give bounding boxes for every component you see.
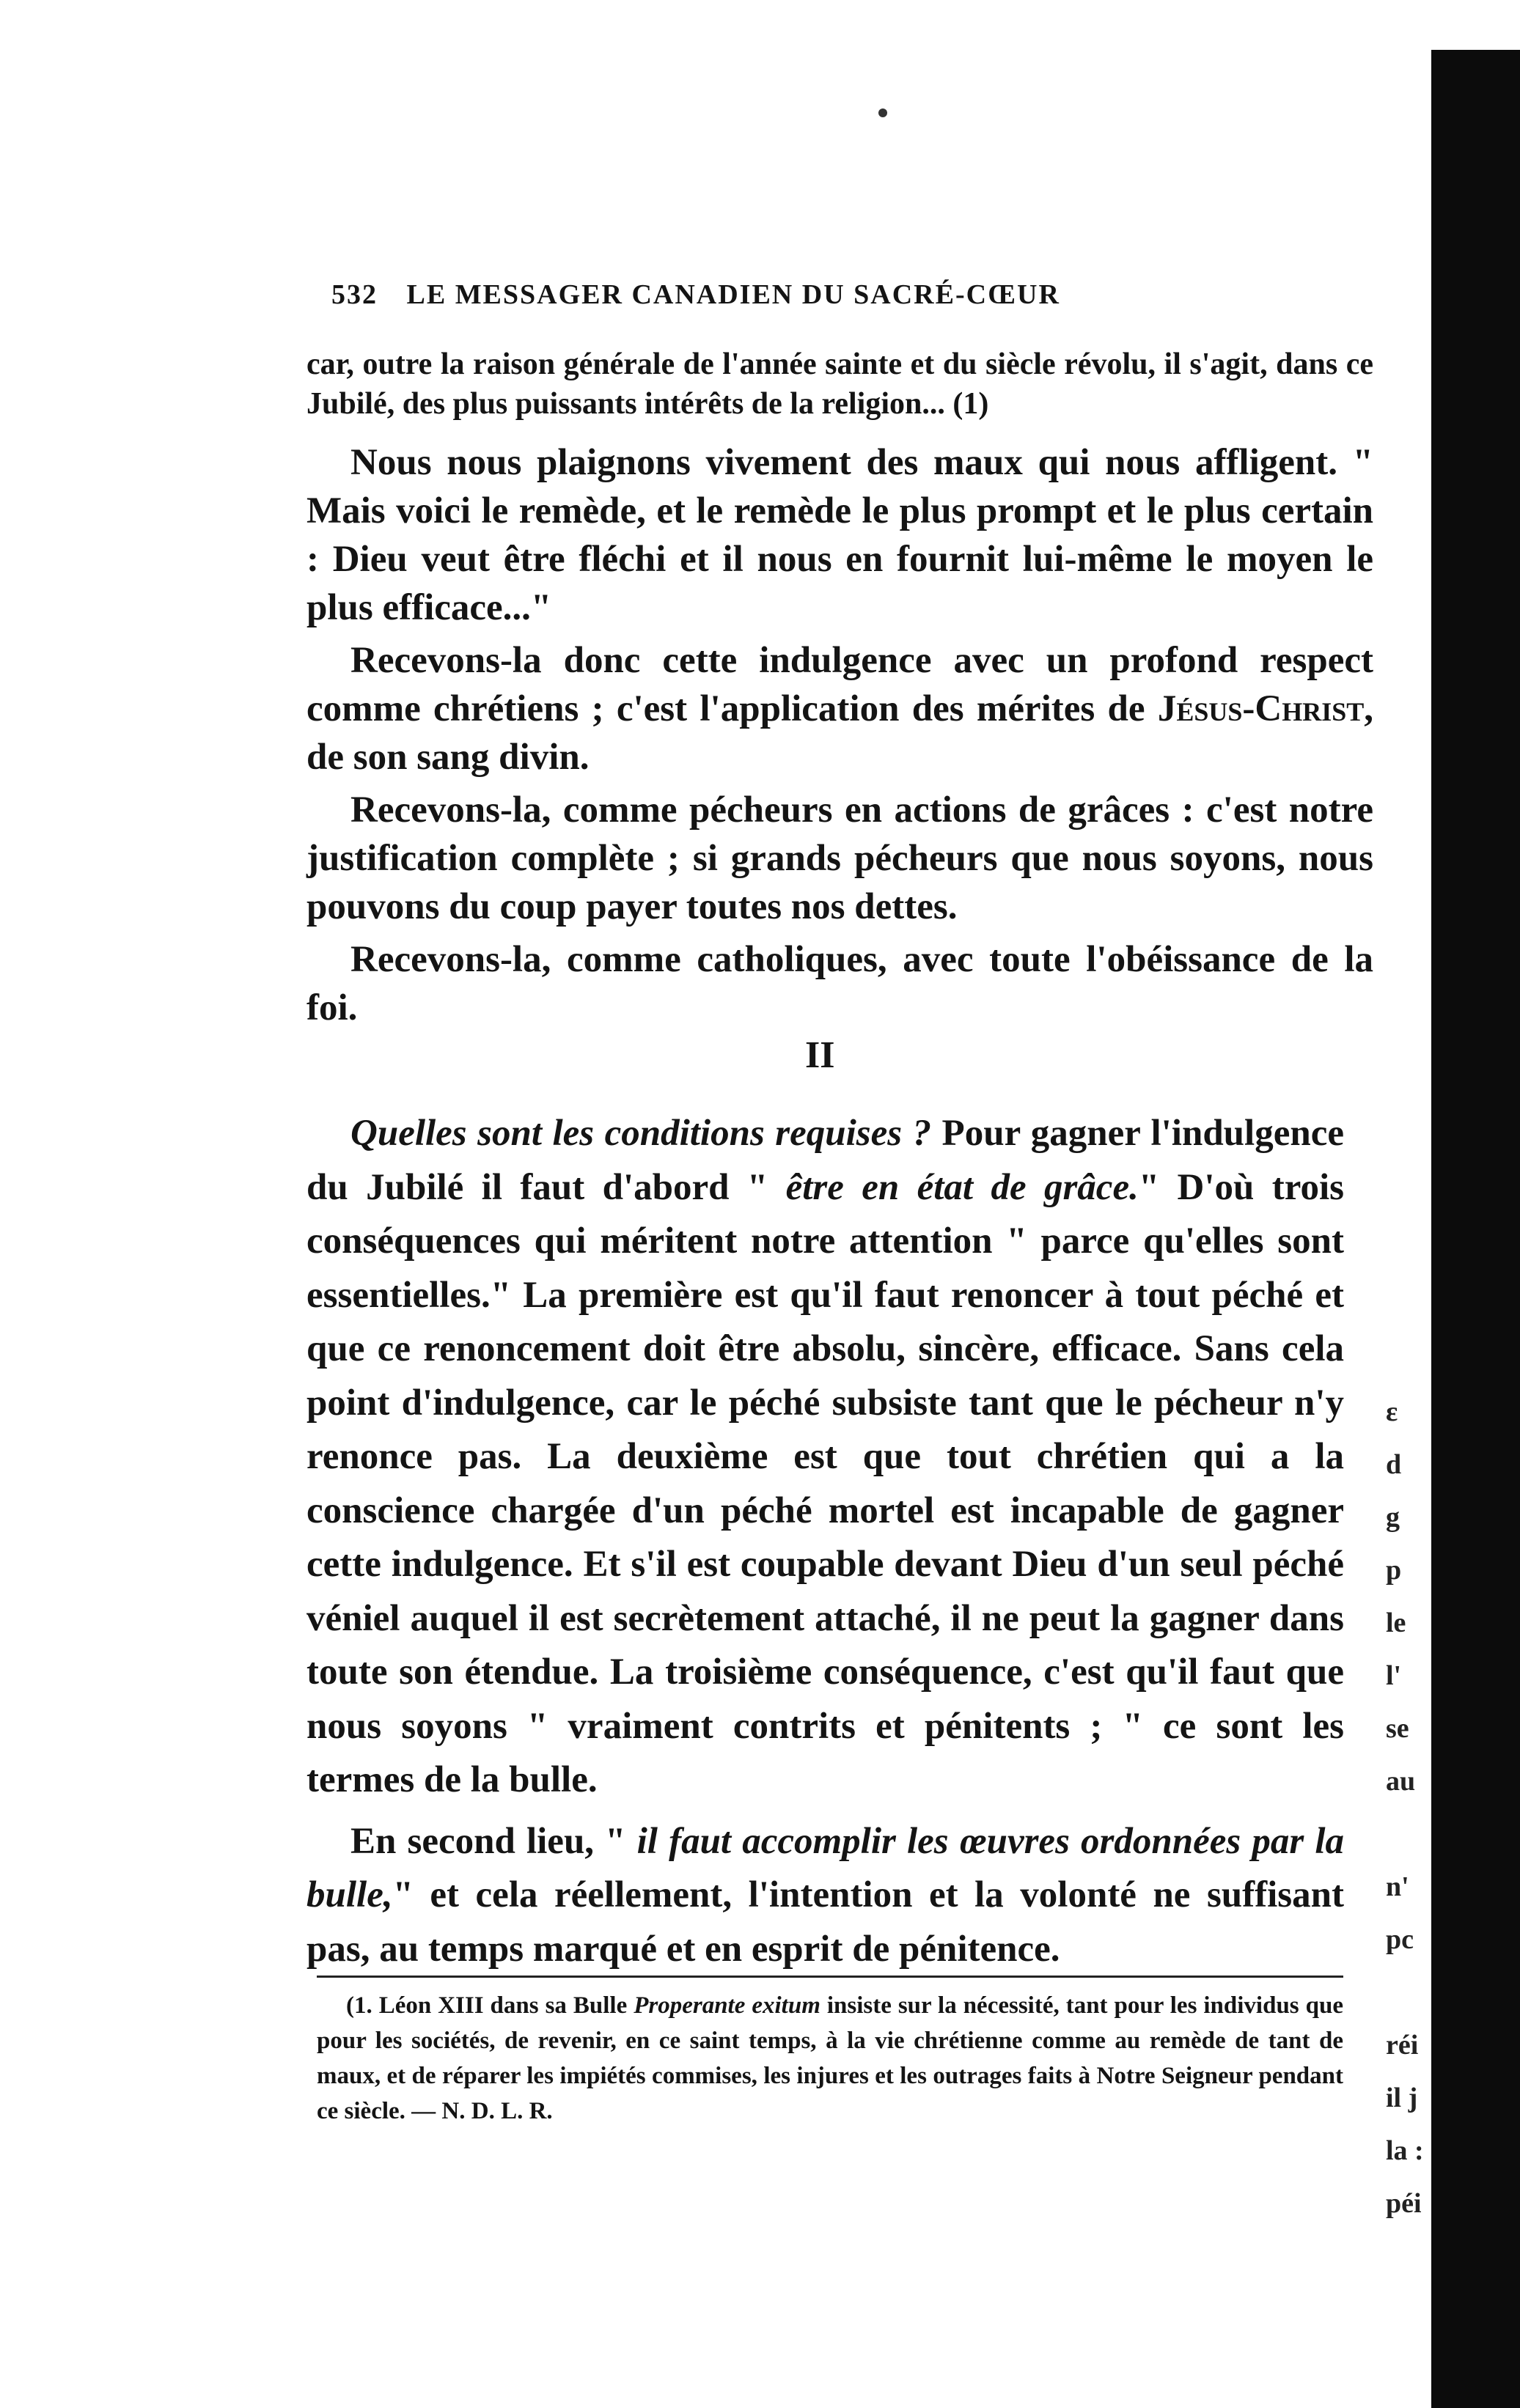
footnote-rule [317, 1976, 1343, 1978]
scan-speck [878, 108, 887, 117]
section-heading: II [805, 1034, 835, 1076]
bleed-fragment: le [1386, 1608, 1406, 1638]
bleed-fragment: au [1386, 1766, 1416, 1797]
bleed-fragment: réi [1386, 2030, 1419, 2061]
paragraph-text: En second lieu, " [350, 1820, 637, 1862]
body-text-top [306, 345, 1373, 1037]
bleed-fragment: p [1386, 1555, 1402, 1586]
bleed-fragment: péi [1386, 2188, 1422, 2219]
paragraph-text: , de son sang divin. [306, 688, 1373, 778]
small-caps-name: Jésus-Christ [1157, 688, 1365, 729]
paragraph [306, 636, 1373, 781]
bleed-fragment: se [1386, 1713, 1409, 1744]
bleed-fragment [1386, 1966, 1430, 2019]
paragraph: Recevons-la, comme catholiques, avec toute l'obéissance de la foi. [306, 939, 1373, 1028]
paragraph-text: Recevons-la donc cette indulgence avec un profond respect comme chrétiens ; c'est l'application des mérites de [306, 640, 1373, 729]
paragraph [306, 1107, 1344, 1808]
footnote [317, 1988, 1343, 2129]
footnote-part: (1. Léon XIII dans sa Bulle [346, 1992, 634, 2019]
bleed-fragment: l' [1386, 1660, 1402, 1691]
bleed-fragment: pc [1386, 1924, 1414, 1955]
page-header [331, 279, 1255, 311]
bleed-fragment: g [1386, 1502, 1400, 1533]
italic-quote: il faut accomplir les œuvres ordonnées par la bulle, [306, 1820, 1344, 1915]
bleed-fragment: ε [1386, 1396, 1398, 1427]
paragraph-continuation: car, outre la raison générale de l'année sainte et du siècle révolu, il s'agit, dans ce Jubilé, des plus puissants intérêts de la religion... (1) [306, 347, 1373, 421]
paragraph-text: " D'où trois conséquences qui méritent notre attention " parce qu'elles sont essentielles." La première est qu'il faut renoncer à tout péché et que ce renoncement doit être absolu, sincère, efficace. Sans cela point d'indulgence, car le péché subsiste tant que le pécheur n'y renonce pas. La deuxième est que tout chrétien qui a la conscience chargée d'un péché mortel est incapable de gagner cette indulgence. Et s'il est coupable devant Dieu d'un seul péché véniel auquel il est secrètement attaché, il ne peut la gagner dans toute son étendue. La troisième conséquence, c'est qu'il faut que nous soyons " vraiment contrits et pénitents ; " ce sont les termes de la bulle. [306, 1166, 1344, 1800]
scan-edge-shadow [1431, 50, 1520, 2408]
paragraph-text: Pour gagner l'indulgence du Jubilé il faut d'abord " [306, 1113, 1344, 1208]
bleed-through-text [1386, 1385, 1430, 2230]
footnote-italic-title: Properante exitum [634, 1992, 820, 2019]
paragraph: Recevons-la, comme pécheurs en actions de grâces : c'est notre justification complète ; si grands pécheurs que nous soyons, nous pouvons du coup payer toutes nos dettes. [306, 789, 1373, 927]
page-number: 532 [331, 279, 378, 310]
body-text-section [306, 1107, 1344, 1984]
bleed-fragment [1386, 1808, 1430, 1860]
italic-quote: être en état de grâce. [785, 1166, 1139, 1208]
bleed-fragment: la : [1386, 2135, 1424, 2166]
bleed-fragment: d [1386, 1449, 1402, 1480]
italic-lead: Quelles sont les conditions requises ? [350, 1113, 932, 1154]
paragraph: Nous nous plaignons vivement des maux qui nous affligent. " Mais voici le remède, et le remède le plus prompt et le plus certain : Dieu veut être fléchi et il nous en fournit lui-même le moyen le plus efficace..." [306, 442, 1373, 628]
paragraph-text: " et cela réellement, l'intention et la volonté ne suffisant pas, au temps marqué et en esprit de pénitence. [306, 1874, 1344, 1970]
bleed-fragment: n' [1386, 1871, 1409, 1902]
bleed-fragment: il j [1386, 2083, 1418, 2113]
paragraph [306, 1815, 1344, 1977]
footnote-part: insiste sur la nécessité, tant pour les individus que pour les sociétés, de revenir, en ce saint temps, à la vie chrétienne comme au remède de tant de maux, et de réparer les impiétés commises, les injures et les outrages faits à Notre Seigneur pendant ce siècle. — N. D. L. R. [317, 1992, 1343, 2124]
running-title: LE MESSAGER CANADIEN DU SACRÉ-CŒUR [406, 279, 1060, 310]
footnote-text [317, 1988, 1343, 2129]
